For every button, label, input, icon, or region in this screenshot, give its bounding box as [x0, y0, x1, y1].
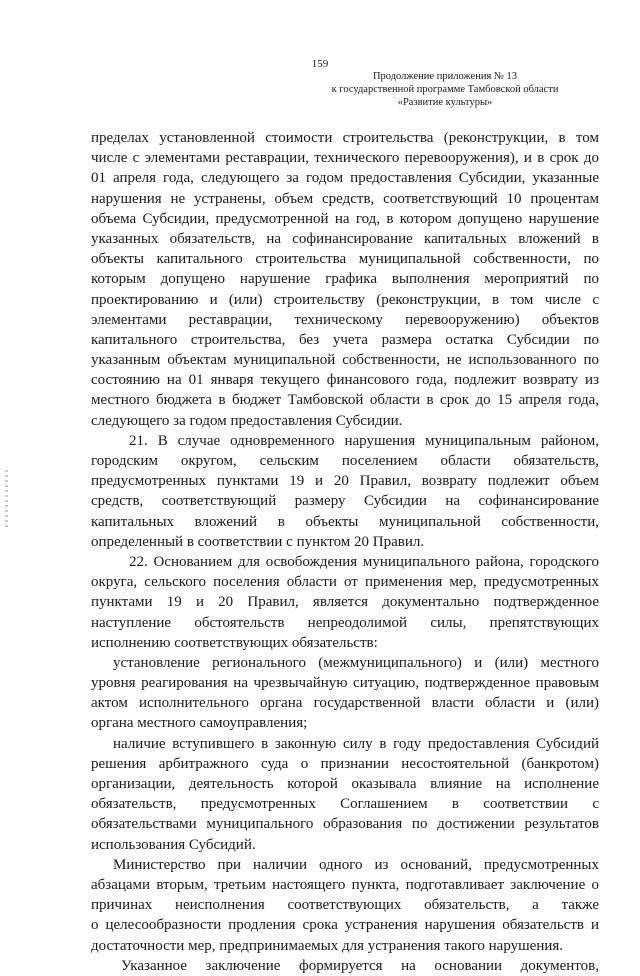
text-line: капитальных вложений в объекты муниципальной собственности,	[91, 513, 599, 530]
paragraph-start-line: Указанное заключение формируется на основании документов,	[121, 957, 599, 974]
text-line: решения арбитражного суда о признании несостоятельной (банкротом)	[91, 755, 599, 772]
text-line: указанных обязательств, на софинансирование капитальных вложений в	[91, 230, 599, 247]
text-line: элементами реставрации, техническому перевооружению) объектов	[91, 311, 599, 328]
text-line: капитального строительства, без учета размера остатка Субсидии по	[91, 331, 599, 348]
text-line: актом исполнительного органа государственной власти области и (или)	[91, 695, 599, 712]
text-line: наступление обстоятельств непреодолимой силы, препятствующих	[91, 614, 599, 631]
text-line: нарушения не устранены, объем средств, соответствующий 10 процентам	[91, 190, 599, 207]
header-line: к государственной программе Тамбовской области	[331, 84, 559, 95]
paragraph-start-line: наличие вступившего в законную силу в году предоставления Субсидий	[113, 735, 599, 752]
text-line: указанным объектам муниципальной собственности, не использованного по	[91, 352, 599, 369]
paragraph-start-line: Министерство при наличии одного из оснований, предусмотренных	[113, 856, 599, 873]
header-line: Продолжение приложения № 13	[372, 71, 518, 82]
text-line: причинах неисполнения соответствующих обязательств, а также	[91, 897, 599, 914]
text-line: 01 апреля года, следующего за годом предоставления Субсидии, указанные	[91, 170, 599, 187]
text-line: средств, соответствующий размеру Субсидии на софинансирование	[91, 493, 599, 510]
paragraph-start-line: установление регионального (межмуниципального) и (или) местного	[113, 654, 599, 671]
paragraph-start-line: 21. В случае одновременного нарушения муниципальным районом,	[129, 432, 599, 449]
text-line: достаточности мер, предпринимаемых для устранения такого нарушения.	[91, 937, 564, 954]
text-line: округа, сельского поселения области от применения мер, предусмотренных	[91, 574, 599, 591]
text-line: использования Субсидий.	[91, 836, 256, 853]
text-line: обязательств, предусмотренных Соглашением в соответствии с	[91, 796, 599, 813]
paragraph-start-line: 22. Основанием для освобождения муниципального района, городского	[129, 553, 599, 570]
text-line: объема Субсидии, предусмотренной на год, в котором допущено нарушение	[91, 210, 599, 227]
text-line: обязательствами муниципального образования по достижении результатов	[91, 816, 599, 833]
text-line: числе с элементами реставрации, технического перевооружения), и в срок до	[91, 150, 599, 167]
scan-margin-mark	[5, 470, 8, 530]
text-line: проектированию и (или) строительству (реконструкции, в том числе с	[91, 291, 599, 308]
text-line: абзацами вторым, третьим настоящего пункта, подготавливает заключение о	[91, 876, 599, 893]
text-line: исполнению соответствующих обязательств:	[91, 634, 378, 651]
text-line: объекты капитального строительства муниципальной собственности, по	[91, 251, 599, 268]
text-line: организации, деятельность которой оказывала влияние на исполнение	[91, 776, 599, 792]
text-line: о целесообразности продления срока устранения нарушения обязательств и	[91, 917, 599, 934]
text-line: пунктами 19 и 20 Правил, является документально подтвержденное	[91, 594, 599, 611]
text-line: городским округом, сельским поселением области обязательств,	[91, 453, 599, 469]
text-line: состоянию на 01 января текущего финансового года, подлежит возврату из	[91, 372, 599, 389]
text-line: предусмотренных пунктами 19 и 20 Правил, возврату подлежит объем	[91, 473, 599, 490]
header-line: «Развитие культуры»	[397, 97, 493, 108]
text-line: пределах установленной стоимости строительства (реконструкции, в том	[91, 130, 599, 146]
text-line: местного бюджета в бюджет Тамбовской области в срок до 15 апреля года,	[91, 392, 599, 409]
text-line: которым допущено нарушение графика выполнения мероприятий по	[91, 271, 599, 288]
text-line: уровня реагирования на чрезвычайную ситуацию, подтвержденное правовым	[91, 675, 599, 692]
appendix-header	[305, 70, 585, 109]
page-number: 159	[311, 58, 329, 70]
text-line: следующего за годом предоставления Субсидии.	[91, 412, 403, 429]
document-body	[91, 128, 599, 976]
text-line: определенный в соответствии с пунктом 20 Правил.	[91, 533, 425, 550]
text-line: органа местного самоуправления;	[91, 715, 308, 732]
